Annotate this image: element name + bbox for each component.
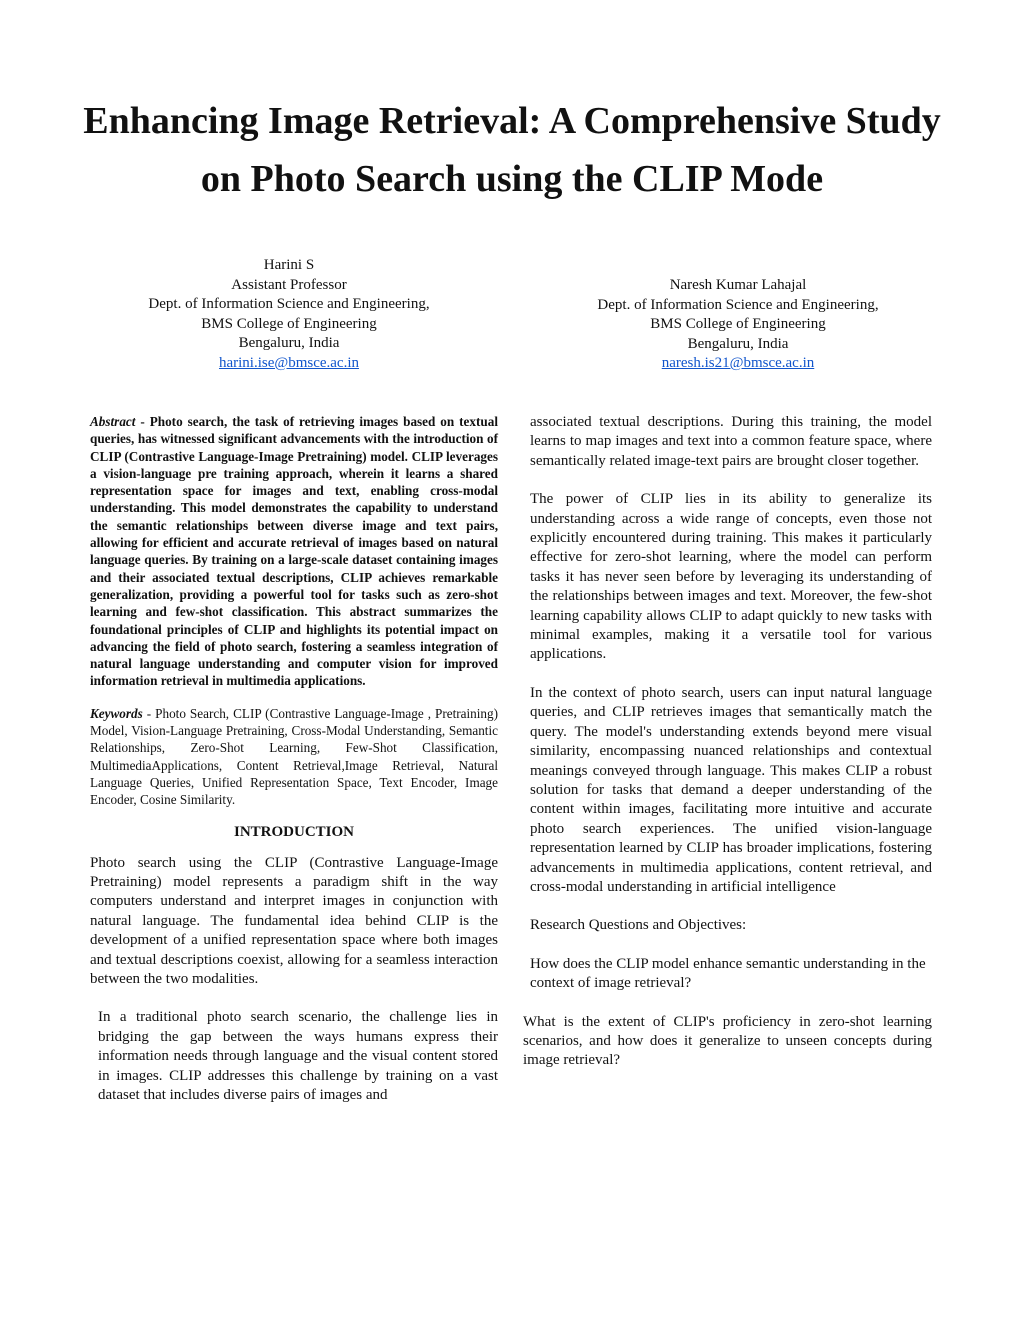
author-block-1	[99, 256, 479, 373]
author-college: BMS College of Engineering	[650, 316, 826, 332]
author-college: BMS College of Engineering	[201, 315, 377, 332]
author-location: Bengaluru, India	[687, 335, 789, 352]
keywords-separator: -	[142, 705, 156, 721]
keywords	[90, 705, 498, 809]
author-dept: Dept. of Information Science and Engineering,	[597, 296, 879, 313]
abstract-text: Photo search, the task of retrieving images based on textual queries, has witnessed significant advancements with the introduction of CLIP (Contrastive Language-Image Pretraining) model. CLIP leverages a vision-language pre training approach, wherein it learns a shared representation space for images and text, enabling cross-modal understanding. This model demonstrates the capability to understand the semantic relationships between diverse image and text pairs, allowing for efficient and accurate retrieval of images based on natural language queries. By training on a large-scale dataset containing images and their associated textual descriptions, CLIP achieves remarkable generalization, providing a powerful tool for tasks such as zero-shot learning and few-shot classification. This abstract summarizes the foundational principles of CLIP and highlights its potential impact on advancing the field of photo search, fostering a seamless integration of natural language understanding and computer vision for improved information retrieval in multimedia applications.	[90, 414, 498, 689]
research-question-2: What is the extent of CLIP's proficiency in zero-shot learning scenarios, and how does it generalize to unseen concepts during image retrieval?	[523, 1013, 932, 1069]
paper-title: Enhancing Image Retrieval: A Comprehensive Study on Photo Search using the CLIP Mode	[83, 100, 941, 200]
intro-paragraph-2-continued: associated textual descriptions. During this training, the model learns to map images and text into a common feature space, where semantically related image-text pairs are brought closer together.	[530, 414, 932, 469]
keywords-label: Keywords	[90, 705, 143, 721]
author-name: Harini S	[263, 257, 315, 273]
author-block-2	[548, 276, 928, 374]
intro-paragraph-2: In a traditional photo search scenario, the challenge lies in bridging the gap between the ways humans express their information needs through language and the visual content stored in images. CLIP addresses this challenge by training on a vast dataset that includes diverse pairs of images and	[98, 1009, 498, 1103]
research-question-1: How does the CLIP model enhance semantic understanding in the context of image retrieval?	[530, 955, 926, 992]
abstract-label: Abstract	[90, 414, 136, 429]
author-name: Naresh Kumar Lahajal	[669, 277, 807, 293]
right-column	[523, 413, 932, 1071]
research-questions-heading: Research Questions and Objectives:	[530, 917, 747, 934]
intro-paragraph-4: In the context of photo search, users can input natural language queries, and CLIP retrieves images that semantically match the query. The model's understanding extends beyond mere visual similarity, encompassing nuanced relationships and contextual meanings conveyed through language. This makes CLIP a robust solution for tasks that demand a deeper understanding of the content within images, facilitating more intuitive and accurate photo search experiences. The unified vision-language representation learned by CLIP has broader implications, fostering advancements in multimedia applications, content retrieval, and cross-modal understanding in artificial intelligence	[530, 684, 932, 895]
intro-paragraph-1: Photo search using the CLIP (Contrastive Language-Image Pretraining) model represents a paradigm shift in the way computers understand and interpret images in conjunction with natural language. The fundamental idea behind CLIP is the development of a unified representation space where both images and textual descriptions coexist, allowing for a seamless interaction between the two modalities.	[90, 854, 498, 987]
author-email-link[interactable]: naresh.is21@bmsce.ac.in	[661, 355, 815, 371]
author-role: Assistant Professor	[231, 276, 347, 293]
abstract-separator: -	[135, 414, 150, 429]
author-location: Bengaluru, India	[238, 335, 340, 351]
intro-paragraph-3: The power of CLIP lies in its ability to generalize its understanding across a wide range of concepts, even those not explicitly encountered during training. This makes it particularly effective for zero-shot learning, where the model can perform tasks it has never seen before by leveraging its understanding of the relationships between images and text. Moreover, the few-shot learning capability allows CLIP to adapt quickly to new tasks with minimal examples, making it a versatile tool for various applications.	[530, 491, 932, 663]
abstract	[90, 413, 498, 690]
introduction-heading: INTRODUCTION	[233, 823, 354, 840]
author-email-link[interactable]: harini.ise@bmsce.ac.in	[218, 354, 360, 371]
keywords-text: Photo Search, CLIP (Contrastive Language-Image , Pretraining) Model, Vision-Language Pretraining, Cross-Modal Understanding, Semantic Relationships, Zero-Shot Learning, Few-Shot Classification, MultimediaApplications, Content Retrieval,Image Retrieval, Natural Language Queries, Unified Representation Space, Text Encoder, Image Encoder, Cosine Similarity.	[90, 705, 498, 808]
author-dept: Dept. of Information Science and Engineering,	[148, 296, 430, 312]
left-column	[90, 413, 498, 1105]
